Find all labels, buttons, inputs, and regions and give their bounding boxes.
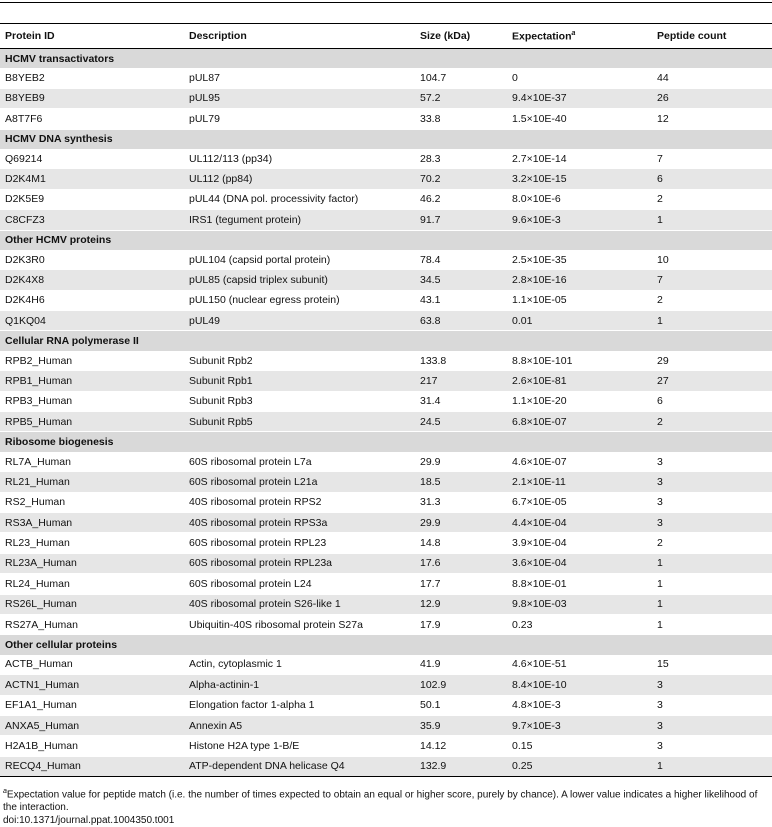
cell-size: 91.7	[415, 210, 507, 230]
cell-expectation: 8.8×10E-101	[507, 351, 652, 371]
cell-description: 60S ribosomal protein L24	[184, 574, 415, 594]
group-title: HCMV transactivators	[0, 49, 772, 69]
cell-expectation: 3.6×10E-04	[507, 553, 652, 573]
cell-protein-id: D2K3R0	[0, 250, 184, 270]
cell-size: 133.8	[415, 351, 507, 371]
table-row	[0, 88, 772, 108]
cell-description: Subunit Rpb1	[184, 371, 415, 391]
cell-description: ATP-dependent DNA helicase Q4	[184, 756, 415, 776]
cell-protein-id: Q69214	[0, 149, 184, 169]
group-row	[0, 331, 772, 351]
cell-peptide-count: 3	[652, 715, 772, 735]
cell-expectation: 8.8×10E-01	[507, 574, 652, 594]
cell-expectation: 3.2×10E-15	[507, 169, 652, 189]
cell-protein-id: C8CFZ3	[0, 210, 184, 230]
cell-description: Ubiquitin-40S ribosomal protein S27a	[184, 614, 415, 634]
cell-expectation: 2.8×10E-16	[507, 270, 652, 290]
cell-description: Annexin A5	[184, 715, 415, 735]
cell-description: Actin, cytoplasmic 1	[184, 655, 415, 675]
group-row	[0, 129, 772, 149]
cell-peptide-count: 26	[652, 88, 772, 108]
cell-protein-id: B8YEB9	[0, 88, 184, 108]
cell-protein-id: RECQ4_Human	[0, 756, 184, 776]
cell-size: 33.8	[415, 109, 507, 129]
cell-expectation: 4.6×10E-51	[507, 655, 652, 675]
cell-expectation: 9.6×10E-3	[507, 210, 652, 230]
cell-expectation: 2.7×10E-14	[507, 149, 652, 169]
cell-peptide-count: 3	[652, 695, 772, 715]
cell-protein-id: RL23A_Human	[0, 553, 184, 573]
cell-description: pUL104 (capsid portal protein)	[184, 250, 415, 270]
cell-peptide-count: 2	[652, 189, 772, 209]
cell-size: 70.2	[415, 169, 507, 189]
cell-peptide-count: 27	[652, 371, 772, 391]
cell-size: 31.3	[415, 492, 507, 512]
cell-description: 60S ribosomal protein RPL23	[184, 533, 415, 553]
table-row	[0, 594, 772, 614]
table-row	[0, 189, 772, 209]
cell-description: 60S ribosomal protein L21a	[184, 472, 415, 492]
cell-size: 18.5	[415, 472, 507, 492]
cell-expectation: 3.9×10E-04	[507, 533, 652, 553]
cell-peptide-count: 15	[652, 655, 772, 675]
table-row	[0, 553, 772, 573]
cell-protein-id: ACTB_Human	[0, 655, 184, 675]
cell-peptide-count: 2	[652, 533, 772, 553]
cell-protein-id: EF1A1_Human	[0, 695, 184, 715]
cell-protein-id: ACTN1_Human	[0, 675, 184, 695]
cell-peptide-count: 1	[652, 311, 772, 331]
table-row	[0, 149, 772, 169]
cell-size: 17.9	[415, 614, 507, 634]
table-row	[0, 574, 772, 594]
cell-description: Subunit Rpb5	[184, 412, 415, 432]
cell-peptide-count: 6	[652, 169, 772, 189]
cell-size: 24.5	[415, 412, 507, 432]
cell-size: 43.1	[415, 290, 507, 310]
group-title: Ribosome biogenesis	[0, 432, 772, 452]
cell-description: 40S ribosomal protein RPS3a	[184, 512, 415, 532]
cell-description: pUL87	[184, 68, 415, 88]
cell-peptide-count: 1	[652, 574, 772, 594]
table-row	[0, 512, 772, 532]
cell-protein-id: Q1KQ04	[0, 311, 184, 331]
group-title: Other cellular proteins	[0, 635, 772, 655]
cell-protein-id: ANXA5_Human	[0, 715, 184, 735]
cell-size: 41.9	[415, 655, 507, 675]
cell-size: 14.12	[415, 736, 507, 756]
cell-size: 29.9	[415, 452, 507, 472]
table-row	[0, 270, 772, 290]
cell-peptide-count: 3	[652, 492, 772, 512]
cell-description: pUL49	[184, 311, 415, 331]
cell-peptide-count: 1	[652, 553, 772, 573]
table-row	[0, 675, 772, 695]
footnote-text: Expectation value for peptide match (i.e. the number of times expected to obtain an equal or higher score, purely by chance). A lower value indicates a higher likelihood of the interaction.	[3, 789, 758, 814]
cell-protein-id: H2A1B_Human	[0, 736, 184, 756]
cell-peptide-count: 2	[652, 290, 772, 310]
cell-protein-id: A8T7F6	[0, 109, 184, 129]
cell-description: pUL79	[184, 109, 415, 129]
cell-description: Subunit Rpb3	[184, 391, 415, 411]
cell-expectation: 1.5×10E-40	[507, 109, 652, 129]
cell-protein-id: RS3A_Human	[0, 512, 184, 532]
cell-expectation: 2.6×10E-81	[507, 371, 652, 391]
cell-expectation: 0.15	[507, 736, 652, 756]
cell-size: 34.5	[415, 270, 507, 290]
group-row	[0, 49, 772, 69]
table-row	[0, 715, 772, 735]
table-row	[0, 756, 772, 776]
header-expectation	[507, 24, 652, 49]
footnote-marker: a	[571, 29, 576, 37]
cell-description: UL112/113 (pp34)	[184, 149, 415, 169]
cell-description: 60S ribosomal protein L7a	[184, 452, 415, 472]
cell-expectation: 9.7×10E-3	[507, 715, 652, 735]
cell-description: pUL150 (nuclear egress protein)	[184, 290, 415, 310]
cell-peptide-count: 44	[652, 68, 772, 88]
table-row	[0, 655, 772, 675]
cell-protein-id: B8YEB2	[0, 68, 184, 88]
cell-expectation: 6.7×10E-05	[507, 492, 652, 512]
cell-expectation: 4.6×10E-07	[507, 452, 652, 472]
cell-protein-id: RPB3_Human	[0, 391, 184, 411]
cell-description: Elongation factor 1-alpha 1	[184, 695, 415, 715]
table-row	[0, 452, 772, 472]
table-row	[0, 169, 772, 189]
cell-expectation: 2.5×10E-35	[507, 250, 652, 270]
table-row	[0, 311, 772, 331]
protein-table	[0, 23, 772, 777]
table-row	[0, 492, 772, 512]
cell-size: 63.8	[415, 311, 507, 331]
table-row	[0, 736, 772, 756]
cell-expectation: 4.4×10E-04	[507, 512, 652, 532]
cell-protein-id: RL21_Human	[0, 472, 184, 492]
group-title: HCMV DNA synthesis	[0, 129, 772, 149]
table-row	[0, 109, 772, 129]
cell-peptide-count: 1	[652, 594, 772, 614]
cell-expectation: 0.23	[507, 614, 652, 634]
cell-size: 17.6	[415, 553, 507, 573]
cell-expectation: 6.8×10E-07	[507, 412, 652, 432]
cell-size: 57.2	[415, 88, 507, 108]
table-row	[0, 472, 772, 492]
cell-size: 12.9	[415, 594, 507, 614]
cell-description: Histone H2A type 1-B/E	[184, 736, 415, 756]
cell-size: 14.8	[415, 533, 507, 553]
footnote-mark: a	[3, 788, 7, 796]
top-rule	[0, 2, 772, 3]
cell-protein-id: D2K4X8	[0, 270, 184, 290]
cell-expectation: 2.1×10E-11	[507, 472, 652, 492]
cell-peptide-count: 3	[652, 452, 772, 472]
table-row	[0, 371, 772, 391]
table-row	[0, 351, 772, 371]
cell-description: pUL44 (DNA pol. processivity factor)	[184, 189, 415, 209]
cell-peptide-count: 3	[652, 675, 772, 695]
cell-peptide-count: 12	[652, 109, 772, 129]
cell-size: 50.1	[415, 695, 507, 715]
doi-line: doi:10.1371/journal.ppat.1004350.t001	[3, 815, 175, 827]
cell-size: 29.9	[415, 512, 507, 532]
cell-size: 102.9	[415, 675, 507, 695]
cell-expectation: 1.1×10E-20	[507, 391, 652, 411]
cell-peptide-count: 7	[652, 270, 772, 290]
table-row	[0, 68, 772, 88]
cell-description: pUL95	[184, 88, 415, 108]
cell-description: 60S ribosomal protein RPL23a	[184, 553, 415, 573]
cell-size: 31.4	[415, 391, 507, 411]
cell-description: Subunit Rpb2	[184, 351, 415, 371]
cell-size: 132.9	[415, 756, 507, 776]
cell-peptide-count: 6	[652, 391, 772, 411]
cell-protein-id: D2K5E9	[0, 189, 184, 209]
cell-peptide-count: 3	[652, 512, 772, 532]
cell-peptide-count: 7	[652, 149, 772, 169]
cell-protein-id: RPB2_Human	[0, 351, 184, 371]
table-row	[0, 391, 772, 411]
cell-description: UL112 (pp84)	[184, 169, 415, 189]
group-row	[0, 635, 772, 655]
table-row	[0, 533, 772, 553]
cell-expectation: 9.4×10E-37	[507, 88, 652, 108]
cell-expectation: 4.8×10E-3	[507, 695, 652, 715]
cell-size: 217	[415, 371, 507, 391]
cell-expectation: 8.0×10E-6	[507, 189, 652, 209]
cell-expectation: 8.4×10E-10	[507, 675, 652, 695]
cell-size: 35.9	[415, 715, 507, 735]
cell-size: 28.3	[415, 149, 507, 169]
cell-protein-id: D2K4H6	[0, 290, 184, 310]
table-row	[0, 290, 772, 310]
cell-peptide-count: 1	[652, 756, 772, 776]
table-row	[0, 210, 772, 230]
cell-expectation: 0.25	[507, 756, 652, 776]
table-header	[0, 24, 772, 49]
cell-peptide-count: 1	[652, 614, 772, 634]
footnote	[0, 777, 772, 814]
cell-description: 40S ribosomal protein RPS2	[184, 492, 415, 512]
header-protein-id: Protein ID	[0, 24, 184, 49]
cell-peptide-count: 10	[652, 250, 772, 270]
cell-size: 46.2	[415, 189, 507, 209]
header-description: Description	[184, 24, 415, 49]
cell-size: 78.4	[415, 250, 507, 270]
cell-peptide-count: 29	[652, 351, 772, 371]
cell-expectation: 0.01	[507, 311, 652, 331]
group-row	[0, 432, 772, 452]
header-peptide-count: Peptide count	[652, 24, 772, 49]
cell-expectation: 9.8×10E-03	[507, 594, 652, 614]
cell-protein-id: RL23_Human	[0, 533, 184, 553]
cell-peptide-count: 1	[652, 210, 772, 230]
table-figure	[0, 2, 772, 827]
cell-protein-id: RPB5_Human	[0, 412, 184, 432]
cell-protein-id: RL24_Human	[0, 574, 184, 594]
cell-protein-id: RS2_Human	[0, 492, 184, 512]
header-size: Size (kDa)	[415, 24, 507, 49]
table-body	[0, 49, 772, 777]
cell-protein-id: RS26L_Human	[0, 594, 184, 614]
cell-peptide-count: 3	[652, 736, 772, 756]
cell-size: 17.7	[415, 574, 507, 594]
header-expectation-label: Expectation	[512, 30, 572, 43]
cell-protein-id: D2K4M1	[0, 169, 184, 189]
cell-description: IRS1 (tegument protein)	[184, 210, 415, 230]
cell-expectation: 0	[507, 68, 652, 88]
cell-peptide-count: 3	[652, 472, 772, 492]
table-row	[0, 412, 772, 432]
group-title: Other HCMV proteins	[0, 230, 772, 250]
table-row	[0, 614, 772, 634]
cell-protein-id: RL7A_Human	[0, 452, 184, 472]
cell-expectation: 1.1×10E-05	[507, 290, 652, 310]
cell-description: Alpha-actinin-1	[184, 675, 415, 695]
group-row	[0, 230, 772, 250]
group-title: Cellular RNA polymerase II	[0, 331, 772, 351]
cell-peptide-count: 2	[652, 412, 772, 432]
cell-size: 104.7	[415, 68, 507, 88]
cell-protein-id: RS27A_Human	[0, 614, 184, 634]
table-row	[0, 695, 772, 715]
table-row	[0, 250, 772, 270]
cell-protein-id: RPB1_Human	[0, 371, 184, 391]
cell-description: 40S ribosomal protein S26-like 1	[184, 594, 415, 614]
cell-description: pUL85 (capsid triplex subunit)	[184, 270, 415, 290]
